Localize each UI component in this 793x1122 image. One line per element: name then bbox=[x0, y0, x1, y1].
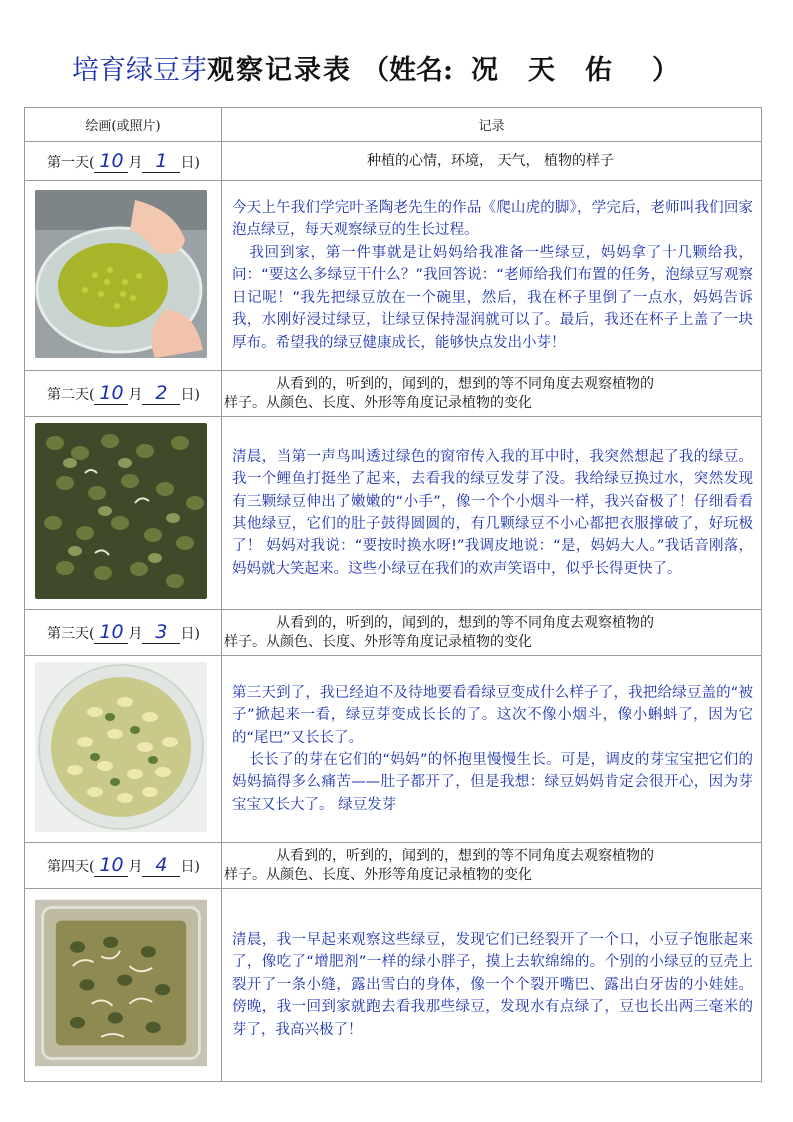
sprouting-beans-bowl-photo bbox=[35, 662, 207, 832]
name-label: （姓名: bbox=[362, 55, 453, 86]
day-3-prompt: 从看到的，听到的，闻到的，想到的等不同角度去观察植物的 样子。从颜色、长度、外形等角度记录植物的变化 bbox=[222, 610, 762, 656]
day-3-entry-row bbox=[25, 656, 762, 843]
day-1-entry: 今天上午我们学完叶圣陶老先生的作品《爬山虎的脚》，学完后，老师叫我们回家泡点绿豆，每天观察绿豆的生长过程。 我回到家，第一件事就是让妈妈给我准备一些绿豆，妈妈拿了十几颗给我，问：“要这么多绿豆干什么？”我回答说：“老师给我们布置的任务，泡绿豆写观察日记呢！”我先把绿豆放在一个碗里，然后，我在杯子里倒了一点水，妈妈告诉我，水刚好浸过绿豆，让绿豆保持湿润就可以了。最后，我还在杯子上盖了一块厚布。希望我的绿豆健康成长，能够快点发出小芽！ bbox=[222, 181, 762, 371]
day-2-day: 2 bbox=[142, 382, 180, 405]
day-4-entry: 清晨，我一早起来观察这些绿豆，发现它们已经裂开了一个口，小豆子饱胀起来了，像吃了“增肥剂”一样的绿小胖子，摸上去软绵绵的。个别的小绿豆的豆壳上裂开了一条小缝，露出雪白的身体，像一个个裂开嘴巴、露出白牙齿的小娃娃。傍晚，我一回到家就跑去看我那些绿豆，发现水有点绿了，豆也长出两三毫米的芽了，我高兴极了！ bbox=[222, 889, 762, 1082]
day-4-day: 4 bbox=[142, 854, 180, 877]
day-2-prompt: 从看到的，听到的，闻到的，想到的等不同角度去观察植物的 样子。从颜色、长度、外形等角度记录植物的变化 bbox=[222, 371, 762, 417]
day-1-photo-cell bbox=[25, 181, 222, 371]
student-name: 况天佑 bbox=[470, 55, 642, 86]
day-4-prompt: 从看到的，听到的，闻到的，想到的等不同角度去观察植物的 样子。从颜色、长度、外形等角度记录植物的变化 bbox=[222, 843, 762, 889]
title-prefix: 培育绿豆芽 bbox=[72, 55, 207, 86]
day-3-month: 10 bbox=[94, 621, 128, 644]
day-3-photo-cell bbox=[25, 656, 222, 843]
day-1-entry-row bbox=[25, 181, 762, 371]
day-1-month: 10 bbox=[94, 150, 128, 173]
day-2-month: 10 bbox=[94, 382, 128, 405]
day-2-row bbox=[25, 371, 762, 417]
bean-sprouts-container-photo bbox=[35, 895, 207, 1071]
soaked-mung-beans-photo bbox=[35, 423, 207, 599]
title-close: ） bbox=[651, 55, 679, 86]
day-2-entry-row bbox=[25, 417, 762, 610]
observation-table bbox=[24, 107, 762, 1082]
day-3-day: 3 bbox=[142, 621, 180, 644]
day-3-row bbox=[25, 610, 762, 656]
day-2-label: 第二天( 10 月 2 日) bbox=[25, 371, 222, 417]
day-2-entry: 清晨，当第一声鸟叫透过绿色的窗帘传入我的耳中时，我突然想起了我的绿豆。我一个鲤鱼打挺坐了起来，去看我的绿豆发芽了没。我给绿豆换过水，突然发现有三颗绿豆伸出了嫩嫩的“小手”，像一个个小烟斗一样，我兴奋极了！仔细看看其他绿豆，它们的肚子鼓得圆圆的，有几颗绿豆不小心都把衣服撑破了，好玩极了！ 妈妈对我说：“要按时换水呀!”我调皮地说：“是，妈妈大人。”我话音刚落，妈妈就大笑起来。这些小绿豆在我们的欢声笑语中，似乎长得更快了。 bbox=[222, 417, 762, 610]
header-record: 记录 bbox=[222, 108, 762, 142]
page-title bbox=[72, 48, 679, 87]
day-1-row bbox=[25, 142, 762, 181]
day-4-photo-cell bbox=[25, 889, 222, 1082]
day-2-photo-cell bbox=[25, 417, 222, 610]
day-4-row bbox=[25, 843, 762, 889]
header-drawing: 绘画(或照片) bbox=[25, 108, 222, 142]
day-4-label: 第四天( 10 月 4 日) bbox=[25, 843, 222, 889]
hand-pouring-mung-beans-photo bbox=[35, 190, 207, 358]
table-header bbox=[25, 108, 762, 142]
day-4-entry-row bbox=[25, 889, 762, 1082]
day-3-entry: 第三天到了，我已经迫不及待地要看看绿豆变成什么样子了，我把给绿豆盖的“被子”掀起来一看，绿豆芽变成长长的了。这次不像小烟斗，像小蝌蚪了，因为它的“尾巴”又长长了。 长长了的芽在它们的“妈妈”的怀抱里慢慢生长。可是，调皮的芽宝宝把它们的妈妈搞得多么痛苦——肚子都开了，但是我想：绿豆妈妈肯定会很开心，因为芽宝宝又长大了。 绿豆发芽 bbox=[222, 656, 762, 843]
day-1-day: 1 bbox=[142, 150, 180, 173]
day-4-month: 10 bbox=[94, 854, 128, 877]
day-3-label: 第三天( 10 月 3 日) bbox=[25, 610, 222, 656]
title-main: 观察记录表 bbox=[207, 55, 352, 86]
day-1-label: 第一天( 10 月 1 日) bbox=[25, 142, 222, 181]
day-1-prompt: 种植的心情，环境， 天气， 植物的样子 bbox=[222, 142, 762, 181]
